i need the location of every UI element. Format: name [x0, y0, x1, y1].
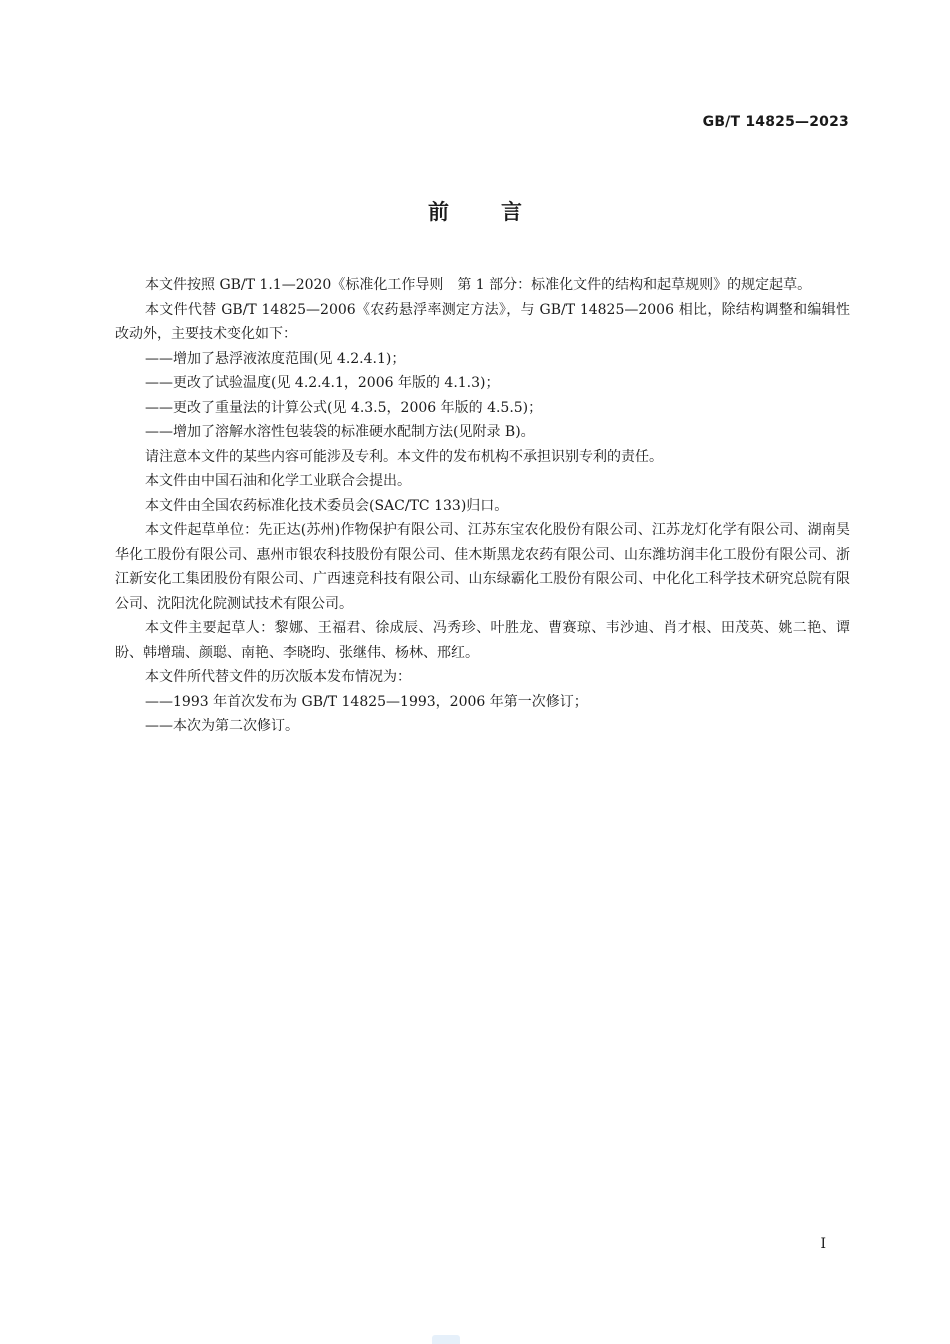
page-number: I [820, 1236, 826, 1252]
paragraph-drafting-units: 本文件起草单位：先正达(苏州)作物保护有限公司、江苏东宝农化股份有限公司、江苏龙灯化学有限公司、湖南昊华化工股份有限公司、惠州市银农科技股份有限公司、佳木斯黑龙农药有限公司、山东潍坊润丰化工股份有限公司、浙江新安化工集团股份有限公司、广西速竞科技有限公司、山东绿霸化工股份有限公司、中化化工科学技术研究总院有限公司、沈阳沈化院测试技术有限公司。 [115, 522, 850, 612]
page-edge-marker [432, 1335, 460, 1344]
paragraph-patent-notice: 请注意本文件的某些内容可能涉及专利。本文件的发布机构不承担识别专利的责任。 [145, 448, 663, 465]
change-item: ——更改了试验温度(见 4.2.4.1，2006 年版的 4.1.3)； [145, 375, 500, 391]
change-item: ——增加了溶解水溶性包装袋的标准硬水配制方法(见附录 B)。 [145, 424, 535, 440]
history-item: ——1993 年首次发布为 GB/T 14825—1993，2006 年第一次修订； [145, 693, 588, 710]
paragraph-under-jurisdiction: 本文件由全国农药标准化技术委员会(SAC/TC 133)归口。 [145, 497, 509, 514]
paragraph-drafters: 本文件主要起草人：黎娜、王福君、徐成辰、冯秀珍、叶胜龙、曹赛琼、韦沙迪、肖才根、田茂英、姚二艳、谭盼、韩增瑞、颜聪、南艳、李晓昀、张继伟、杨林、邢红。 [115, 620, 850, 661]
paragraph-replaces: 本文件代替 GB/T 14825—2006《农药悬浮率测定方法》，与 GB/T 14825—2006 相比，除结构调整和编辑性改动外，主要技术变化如下： [115, 301, 850, 342]
history-item: ——本次为第二次修订。 [145, 718, 299, 734]
paragraph-history-intro: 本文件所代替文件的历次版本发布情况为： [145, 669, 411, 685]
paragraph-proposed-by: 本文件由中国石油和化学工业联合会提出。 [145, 473, 411, 489]
page-title: 前言 [428, 200, 574, 224]
standard-number: GB/T 14825—2023 [702, 114, 849, 130]
paragraph-drafting-rules: 本文件按照 GB/T 1.1—2020《标准化工作导则 第 1 部分：标准化文件的结构和起草规则》的规定起草。 [145, 277, 812, 293]
change-item: ——更改了重量法的计算公式(见 4.3.5，2006 年版的 4.5.5)； [145, 399, 543, 416]
foreword-body [115, 273, 850, 739]
change-item: ——增加了悬浮液浓度范围(见 4.2.4.1)； [145, 350, 406, 367]
